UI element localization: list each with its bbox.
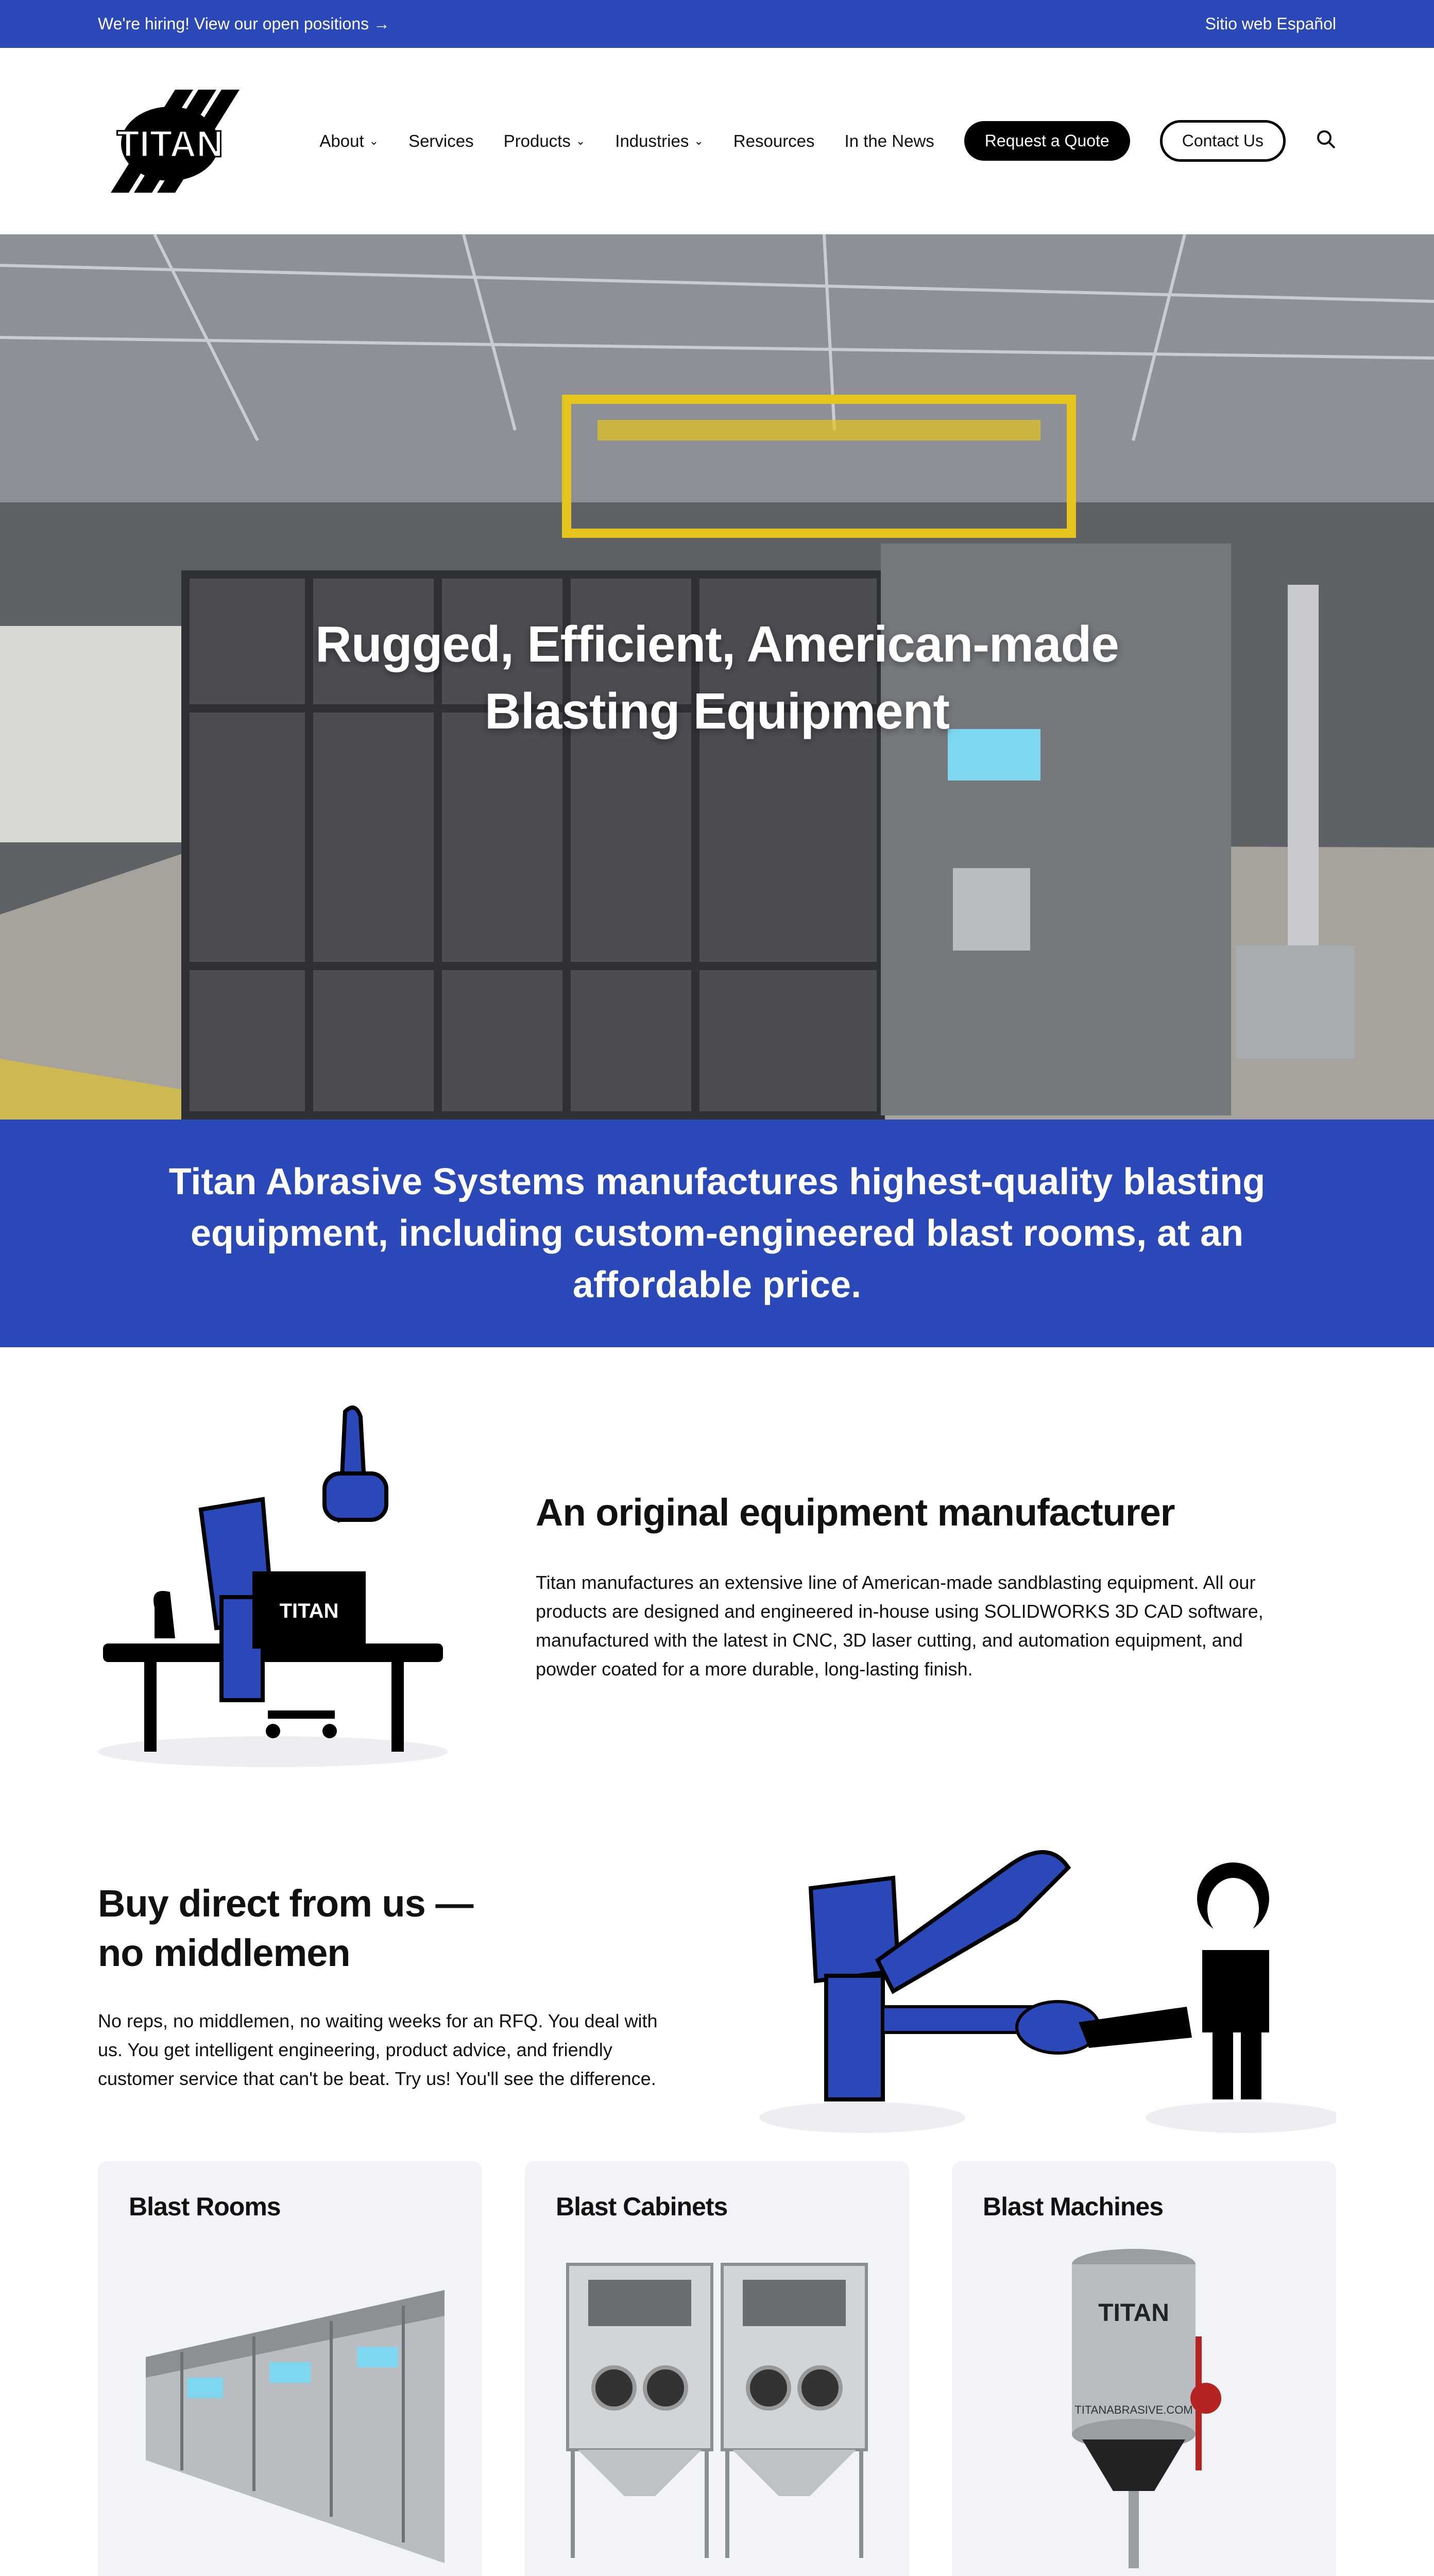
- hiring-link[interactable]: We're hiring! View our open positions →: [98, 14, 390, 33]
- nav-about[interactable]: [319, 131, 379, 151]
- main-nav: [319, 120, 1336, 162]
- contact-us-button[interactable]: Contact Us: [1160, 120, 1286, 162]
- product-card-title: Blast Rooms: [129, 2192, 281, 2221]
- oem-title: An original equipment manufacturer: [536, 1490, 1175, 1534]
- spanish-site-link[interactable]: Sitio web Español: [1205, 14, 1336, 33]
- product-card-blast-rooms[interactable]: [98, 2161, 482, 2576]
- nav-products-label: Products: [503, 131, 571, 150]
- nav-in-the-news[interactable]: [845, 131, 934, 151]
- nav-resources[interactable]: [733, 131, 815, 151]
- blast-cabinet-image: [557, 2249, 877, 2563]
- direct-body: No reps, no middlemen, no waiting weeks for an RFQ. You deal with us. You get intelligent engineering, product advice, and friendly customer service that can't be beat. Try us! You'll see the difference.: [98, 2010, 658, 2089]
- hero-title: Rugged, Efficient, American-made Blasting Equipment: [315, 616, 1119, 739]
- feature-oem: [0, 1347, 1434, 1826]
- hero-section: [0, 234, 1434, 1120]
- svg-text:TITAN: TITAN: [116, 123, 224, 165]
- mission-band: [0, 1120, 1434, 1347]
- product-categories: [0, 2146, 1434, 2576]
- feature-direct: [0, 1826, 1434, 2146]
- product-card-title: Blast Cabinets: [556, 2192, 728, 2221]
- product-card-blast-cabinets[interactable]: [525, 2161, 909, 2576]
- mascot-at-desk-illustration: [98, 1401, 448, 1772]
- direct-title: Buy direct from us — no middlemen: [98, 1882, 473, 1974]
- nav-products[interactable]: [504, 131, 586, 151]
- svg-text:TITAN: TITAN: [1098, 2299, 1169, 2327]
- nav-resources-label: Resources: [733, 131, 815, 150]
- product-card-title: Blast Machines: [983, 2192, 1164, 2221]
- svg-text:TITANABRASIVE.COM: TITANABRASIVE.COM: [1074, 2403, 1193, 2416]
- request-quote-button[interactable]: Request a Quote: [964, 121, 1130, 161]
- nav-about-label: About: [319, 131, 364, 150]
- blast-room-image: [135, 2269, 445, 2563]
- titan-logo-mark: [98, 90, 242, 193]
- oem-text-block: [536, 1490, 1308, 1684]
- nav-services[interactable]: [408, 131, 474, 151]
- nav-news-label: In the News: [844, 131, 934, 150]
- nav-services-label: Services: [408, 131, 474, 150]
- site-header: [0, 48, 1434, 234]
- nav-industries[interactable]: [615, 131, 704, 151]
- mission-statement: Titan Abrasive Systems manufactures highest-quality blasting equipment, including custom-engineered blast rooms, at an affordable price.: [168, 1161, 1266, 1306]
- nav-industries-label: Industries: [615, 131, 689, 150]
- chevron-down-icon: ⌄: [369, 134, 379, 147]
- direct-text-block: [98, 1879, 675, 2093]
- chevron-down-icon: ⌄: [575, 134, 586, 147]
- product-card-blast-machines[interactable]: [952, 2161, 1336, 2576]
- chevron-down-icon: ⌄: [694, 134, 704, 147]
- blast-machine-image: [1051, 2244, 1237, 2573]
- handshake-illustration: [759, 1837, 1336, 2136]
- oem-body: Titan manufactures an extensive line of American-made sandblasting equipment. All our products are designed and engineered in-house using SOLIDWORKS 3D CAD software, manufactured with the latest in CNC, 3D laser cutting, and automation equipment, and powder coated for a more durable, long-lasting finish.: [536, 1571, 1264, 1680]
- search-icon[interactable]: [1316, 129, 1336, 154]
- svg-text:TITAN: TITAN: [279, 1600, 339, 1622]
- titan-logo[interactable]: [98, 90, 242, 193]
- announcement-bar: [0, 0, 1434, 48]
